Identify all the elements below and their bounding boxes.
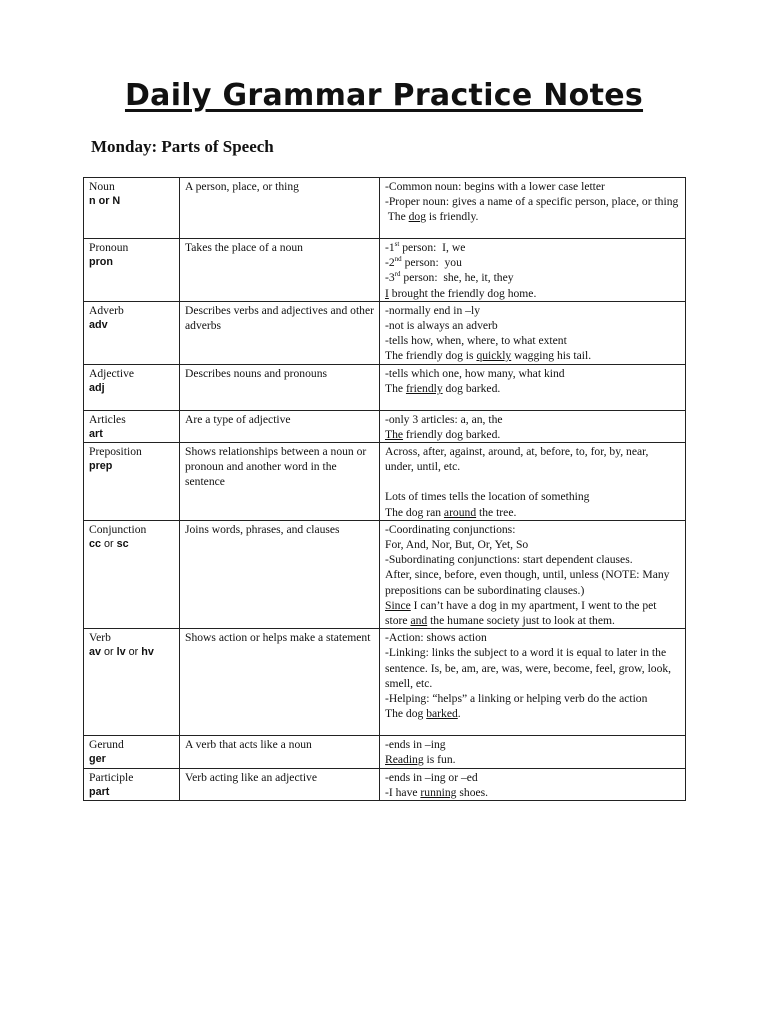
term-abbreviation: part (89, 785, 110, 798)
example-sentence: I brought the friendly dog home. (385, 286, 537, 300)
definition-cell: Verb acting like an adjective (180, 768, 380, 800)
parts-of-speech-table (83, 177, 686, 801)
term-abbreviation: cc or sc (89, 538, 129, 551)
note-line: -ends in –ing or –ed (385, 770, 478, 784)
term-name: Articles (89, 412, 126, 426)
table-row (84, 301, 686, 364)
note-line: -Linking: links the subject to a word it is equal to later in the sentence. Is, be, am, are, was, were, become, feel, grow, look, smell, etc. (385, 646, 672, 690)
term-name: Adverb (89, 303, 124, 317)
term-abbreviation: prep (89, 460, 113, 473)
term-abbreviation: n or N (89, 195, 121, 208)
term-abbreviation: pron (89, 256, 113, 269)
note-line: -normally end in –ly (385, 303, 480, 317)
note-line: -not is always an adverb (385, 319, 498, 333)
term-cell (84, 301, 180, 364)
example-sentence: The friendly dog barked. (385, 427, 501, 441)
definition-cell: Shows relationships between a noun or pronoun and another word in the sentence (180, 443, 380, 521)
note-line: -Coordinating conjunctions: (385, 522, 516, 536)
term-cell (84, 410, 180, 442)
notes-cell (380, 520, 686, 628)
table-row (84, 520, 686, 628)
note-line: -ends in –ing (385, 738, 446, 752)
definition-cell: Takes the place of a noun (180, 239, 380, 302)
example-sentence: The dog barked. (385, 707, 461, 721)
table-row (84, 629, 686, 736)
table-row (84, 239, 686, 302)
note-line: -Proper noun: gives a name of a specific person, place, or thing (385, 195, 679, 209)
term-cell (84, 736, 180, 768)
table-row (84, 410, 686, 442)
notes-cell (380, 736, 686, 768)
term-name: Gerund (89, 738, 124, 752)
table-row (84, 178, 686, 239)
notes-cell (380, 364, 686, 410)
term-cell (84, 443, 180, 521)
table-row (84, 736, 686, 768)
definition-cell: A person, place, or thing (180, 178, 380, 239)
note-line: -Action: shows action (385, 631, 487, 645)
term-abbreviation: ger (89, 753, 106, 766)
note-line: -2nd person: you (385, 255, 462, 270)
section-heading: Monday: Parts of Speech (91, 137, 274, 156)
term-abbreviation: art (89, 427, 103, 440)
term-name: Verb (89, 631, 111, 645)
table-row (84, 364, 686, 410)
notes-cell (380, 301, 686, 364)
definition-cell: A verb that acts like a noun (180, 736, 380, 768)
note-line: Across, after, against, around, at, before, to, for, by, near, under, until, etc. (385, 445, 649, 474)
note-line: -Subordinating conjunctions: start dependent clauses. (385, 553, 633, 567)
page-title: Daily Grammar Practice Notes (124, 78, 644, 113)
term-abbreviation: adv (89, 319, 108, 332)
definition-cell: Are a type of adjective (180, 410, 380, 442)
definition-cell: Shows action or helps make a statement (180, 629, 380, 736)
definition-cell: Describes nouns and pronouns (180, 364, 380, 410)
notes-cell (380, 629, 686, 736)
term-cell (84, 629, 180, 736)
term-name: Adjective (89, 366, 135, 380)
example-sentence: The friendly dog barked. (385, 381, 501, 395)
note-line: For, And, Nor, But, Or, Yet, So (385, 538, 529, 552)
example-sentence: The dog is friendly. (385, 210, 479, 224)
notes-cell (380, 410, 686, 442)
note-line: -3rd person: she, he, it, they (385, 270, 514, 285)
term-name: Preposition (89, 445, 142, 459)
note-line: Lots of times tells the location of something (385, 490, 590, 504)
note-line: -Helping: “helps” a linking or helping verb do the action (385, 692, 648, 706)
term-abbreviation: av or lv or hv (89, 646, 154, 659)
term-cell (84, 178, 180, 239)
note-line: -tells how, when, where, to what extent (385, 334, 567, 348)
notes-cell (380, 178, 686, 239)
term-cell (84, 520, 180, 628)
example-sentence: The dog ran around the tree. (385, 505, 517, 519)
term-abbreviation: adj (89, 381, 105, 394)
note-line: -1st person: I, we (385, 240, 466, 254)
term-cell (84, 364, 180, 410)
table-row (84, 443, 686, 521)
term-name: Noun (89, 180, 115, 193)
table-row (84, 768, 686, 800)
notes-cell (380, 768, 686, 800)
definition-cell: Joins words, phrases, and clauses (180, 520, 380, 628)
notes-cell (380, 443, 686, 521)
term-name: Participle (89, 770, 134, 784)
term-name: Pronoun (89, 241, 129, 254)
note-line: After, since, before, even though, until, unless (NOTE: Many prepositions can be subordinating clauses.) (385, 568, 670, 597)
term-cell (84, 239, 180, 302)
notes-cell (380, 239, 686, 302)
example-sentence: Since I can’t have a dog in my apartment, I went to the pet store and the humane society just to look at them. (385, 598, 660, 628)
definition-cell: Describes verbs and adjectives and other adverbs (180, 301, 380, 364)
note-line: -tells which one, how many, what kind (385, 366, 565, 380)
example-sentence: Reading is fun. (385, 753, 456, 767)
example-sentence: The friendly dog is quickly wagging his tail. (385, 349, 592, 363)
term-name: Conjunction (89, 522, 147, 536)
term-cell (84, 768, 180, 800)
note-line: -only 3 articles: a, an, the (385, 412, 503, 426)
note-line: -Common noun: begins with a lower case letter (385, 180, 605, 193)
example-sentence: -I have running shoes. (385, 785, 489, 799)
